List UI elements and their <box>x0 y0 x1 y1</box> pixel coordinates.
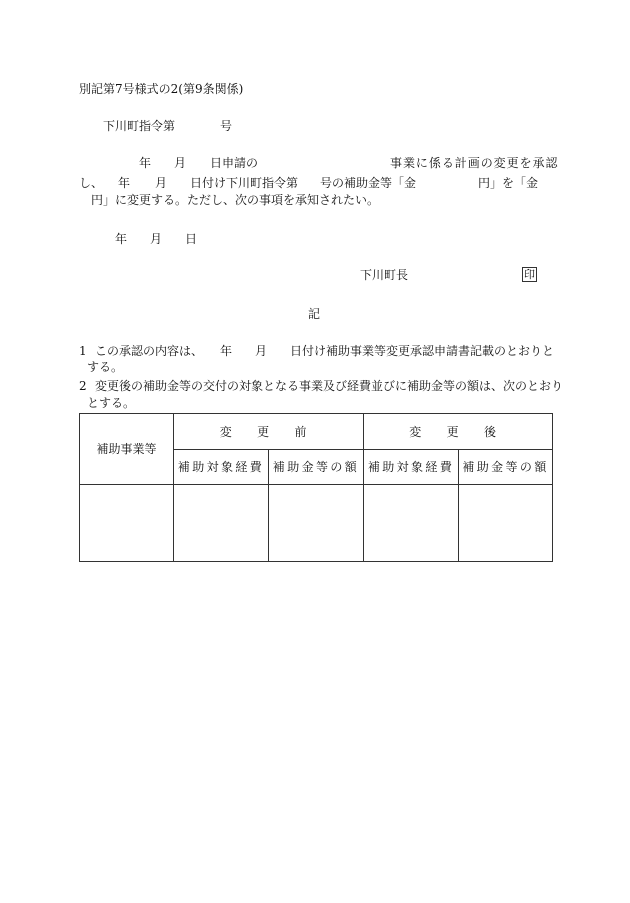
item2-line1: 変更後の補助金等の交付の対象となる事業及び経費並びに補助金等の額は、次のとおり <box>95 379 564 393</box>
item1-year: 年 <box>220 344 233 358</box>
cell-after-cost[interactable] <box>364 485 459 562</box>
body-line2-year: 年 <box>118 176 131 190</box>
item2-number: 2 <box>79 379 87 393</box>
item1-text-a: この承認の内容は、 <box>95 344 204 358</box>
item2-line2: とする。 <box>87 396 136 410</box>
body-line2-start: し、 <box>79 176 104 190</box>
table-row <box>80 485 553 562</box>
header-before-cost: 補助対象経費 <box>174 450 269 485</box>
body-line2-text: 日付け下川町指令第 <box>190 176 299 190</box>
header-after-amount: 補助金等の額 <box>459 450 553 485</box>
body-line2-text2: 号の補助金等「金 <box>320 176 417 190</box>
header-after-cost: 補助対象経費 <box>364 450 459 485</box>
item1-line2: する。 <box>87 360 124 374</box>
table-header-row <box>80 414 553 450</box>
body-line1-text: 事業に係る計画の変更を承認 <box>390 156 559 170</box>
seal-mark: 印 <box>524 268 535 281</box>
header-before: 変 更 前 <box>174 414 364 450</box>
date-year: 年 <box>115 232 128 246</box>
notice-number-suffix: 号 <box>220 119 233 133</box>
item1-month: 月 <box>255 344 268 358</box>
cell-after-amount[interactable] <box>459 485 553 562</box>
cell-before-amount[interactable] <box>269 485 364 562</box>
notice-number-prefix: 下川町指令第 <box>103 119 176 133</box>
date-month: 月 <box>150 232 163 246</box>
header-project: 補助事業等 <box>80 414 174 485</box>
body-line1-year: 年 <box>139 156 152 170</box>
cell-before-cost[interactable] <box>174 485 269 562</box>
form-title: 別記第7号様式の2(第9条関係) <box>79 82 244 96</box>
cell-project[interactable] <box>80 485 174 562</box>
subsidy-table <box>79 413 553 562</box>
item1-text-d: 日付け補助事業等変更承認申請書記載のとおりと <box>290 344 555 358</box>
item1-number: 1 <box>79 344 87 358</box>
body-line3: 円」に変更する。ただし、次の事項を承知されたい。 <box>91 193 380 207</box>
header-before-amount: 補助金等の額 <box>269 450 364 485</box>
body-line2-yen: 円」を「金 <box>478 176 539 190</box>
mayor-title: 下川町長 <box>360 268 409 282</box>
body-line2-month: 月 <box>155 176 168 190</box>
header-after: 変 更 後 <box>364 414 553 450</box>
body-line1-month: 月 <box>174 156 187 170</box>
date-day: 日 <box>185 232 198 246</box>
body-line1-day-applied: 日申請の <box>210 156 259 170</box>
heading-ki: 記 <box>308 307 321 321</box>
